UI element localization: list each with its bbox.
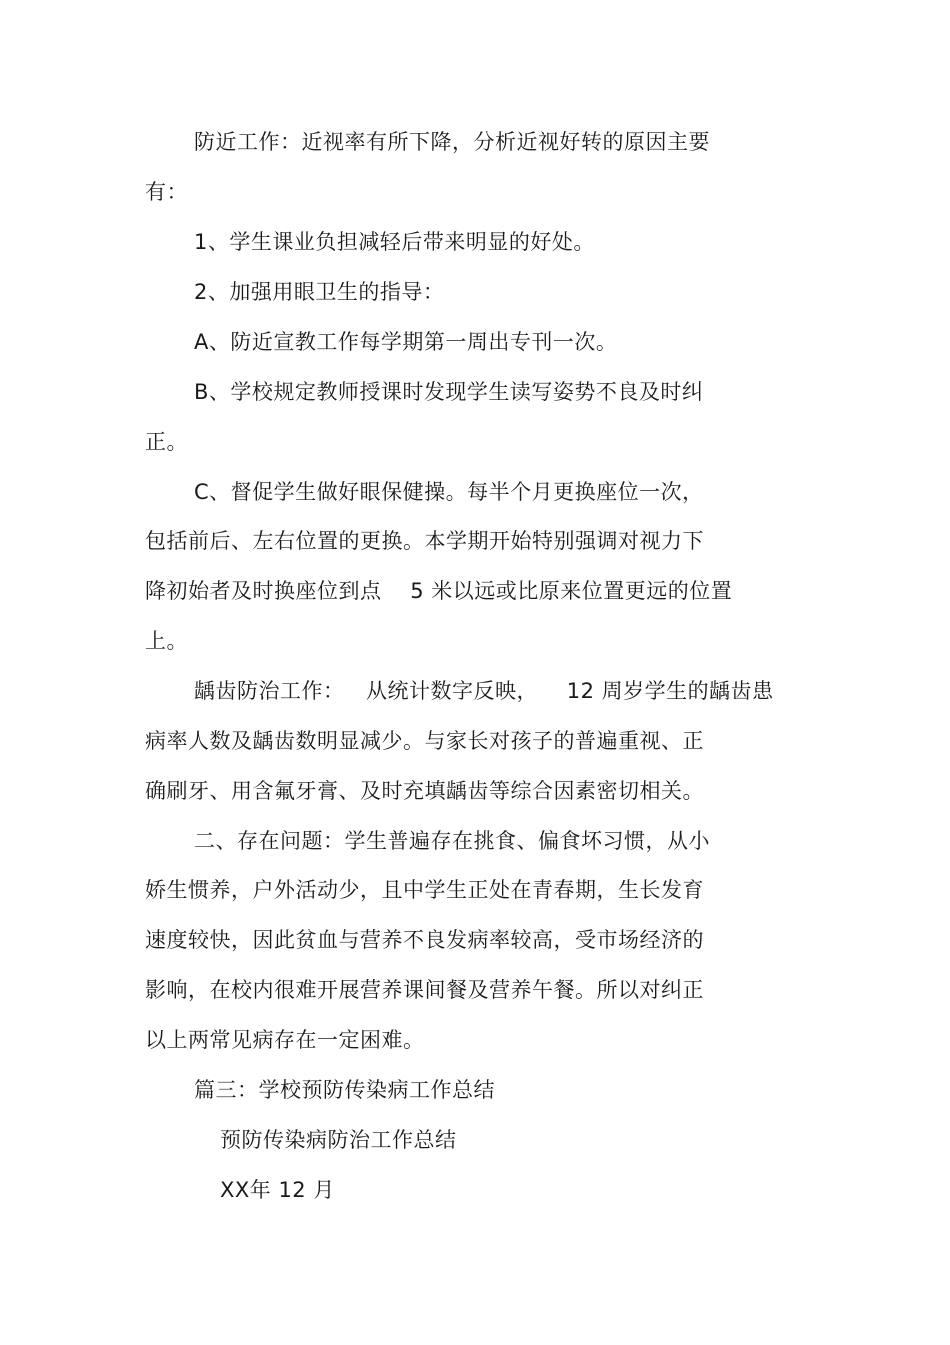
paragraph-line: 有： <box>145 180 188 204</box>
list-item: 1、学生课业负担减轻后带来明显的好处。 <box>194 230 595 254</box>
paragraph-line: 降初始者及时换座位到点 5 米以远或比原来位置更远的位置 <box>145 579 733 603</box>
paragraph-line: 龋齿防治工作： 从统计数字反映， 12 周岁学生的龋齿患 <box>194 679 774 703</box>
paragraph-line: 正。 <box>145 430 188 454</box>
document-date: XX年 12 月 <box>220 1178 335 1202</box>
paragraph-line: 包括前后、左右位置的更换。本学期开始特别强调对视力下 <box>145 529 704 553</box>
paragraph-line: 确刷牙、用含氟牙膏、及时充填龋齿等综合因素密切相关。 <box>145 779 704 803</box>
list-item: C、督促学生做好眼保健操。每半个月更换座位一次， <box>194 480 704 504</box>
section-heading: 篇三：学校预防传染病工作总结 <box>194 1078 495 1102</box>
paragraph-line: 防近工作：近视率有所下降，分析近视好转的原因主要 <box>194 130 710 154</box>
paragraph-line: 娇生惯养，户外活动少，且中学生正处在青春期，生长发育 <box>145 878 704 902</box>
paragraph-line: 以上两常见病存在一定困难。 <box>145 1028 425 1052</box>
document-title: 预防传染病防治工作总结 <box>220 1128 457 1152</box>
paragraph-line: 速度较快，因此贫血与营养不良发病率较高，受市场经济的 <box>145 928 704 952</box>
paragraph-line: 影响，在校内很难开展营养课间餐及营养午餐。所以对纠正 <box>145 978 704 1002</box>
paragraph-line: 病率人数及龋齿数明显减少。与家长对孩子的普遍重视、正 <box>145 729 704 753</box>
list-item: B、学校规定教师授课时发现学生读写姿势不良及时纠 <box>194 380 704 404</box>
paragraph-line: 二、存在问题：学生普遍存在挑食、偏食坏习惯，从小 <box>194 829 710 853</box>
paragraph-line: 上。 <box>145 629 188 653</box>
list-item: A、防近宣教工作每学期第一周出专刊一次。 <box>194 330 618 354</box>
list-item: 2、加强用眼卫生的指导： <box>194 280 445 304</box>
